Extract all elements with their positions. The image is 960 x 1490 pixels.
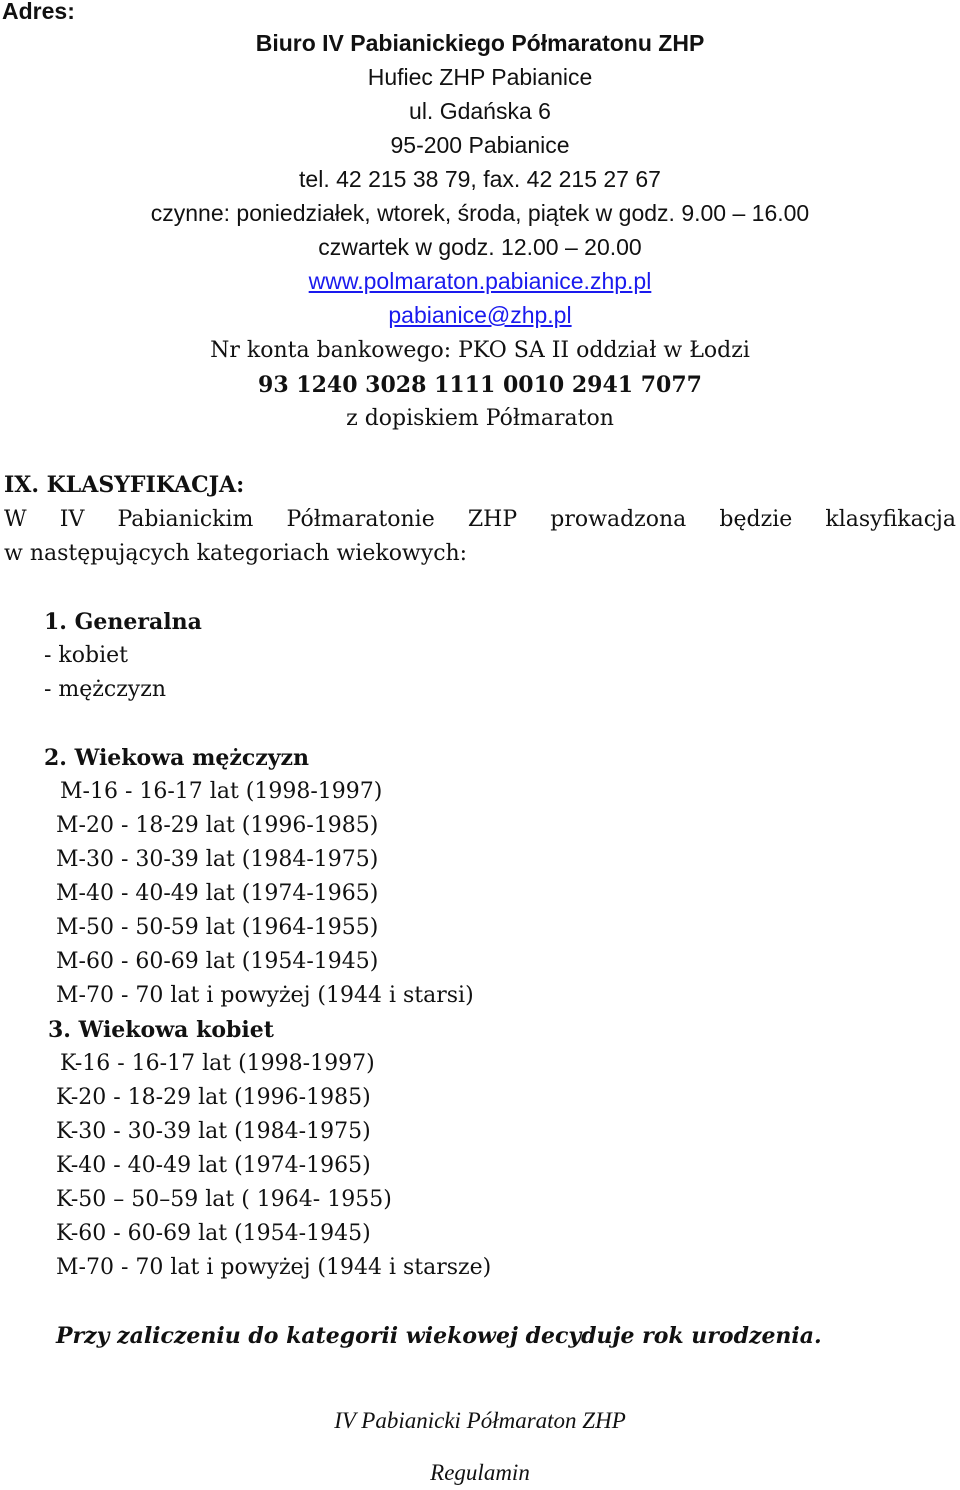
address-heading: Adres: <box>2 0 75 24</box>
email-link[interactable]: pabianice@zhp.pl <box>388 302 572 328</box>
list-item: K-40 - 40-49 lat (1974-1965) <box>56 1153 371 1178</box>
list-item: K-30 - 30-39 lat (1984-1975) <box>56 1119 371 1144</box>
list-item: K-16 - 16-17 lat (1998-1997) <box>60 1051 375 1076</box>
list-item: M-16 - 16-17 lat (1998-1997) <box>60 779 383 804</box>
office-name: Biuro IV Pabianickiego Półmaratonu ZHP <box>255 30 705 56</box>
age-rule-note: Przy zaliczeniu do kategorii wiekowej decyduje rok urodzenia. <box>56 1323 822 1349</box>
list-item: M-70 - 70 lat i powyżej (1944 i starsze) <box>56 1255 492 1280</box>
list-item: K-20 - 18-29 lat (1996-1985) <box>56 1085 371 1110</box>
bank-account-number: 93 1240 3028 1111 0010 2941 7077 <box>258 372 702 398</box>
list-item: M-60 - 60-69 lat (1954-1945) <box>56 949 379 974</box>
city-address: 95-200 Pabianice <box>390 132 570 158</box>
list-item: K-50 – 50–59 lat ( 1964- 1955) <box>56 1187 392 1212</box>
email-link-row <box>0 298 960 332</box>
list-item: M-30 - 30-39 lat (1984-1975) <box>56 847 379 872</box>
general-category-title: 1. Generalna <box>44 609 202 635</box>
footer-event-name: IV Pabianicki Półmaraton ZHP <box>334 1408 626 1433</box>
men-category-title: 2. Wiekowa mężczyzn <box>44 745 309 771</box>
opening-hours-thursday: czwartek w godz. 12.00 – 20.00 <box>318 234 642 260</box>
transfer-note: z dopiskiem Półmaraton <box>346 406 614 431</box>
bank-info: Nr konta bankowego: PKO SA II oddział w Łodzi <box>210 338 750 363</box>
list-item: K-60 - 60-69 lat (1954-1945) <box>56 1221 371 1246</box>
phone-fax: tel. 42 215 38 79, fax. 42 215 27 67 <box>299 166 661 192</box>
opening-hours: czynne: poniedziałek, wtorek, środa, piątek w godz. 9.00 – 16.00 <box>150 200 810 226</box>
section-heading: IX. KLASYFIKACJA: <box>4 472 245 498</box>
list-item: - kobiet <box>44 643 128 668</box>
list-item: - mężczyzn <box>44 677 166 702</box>
list-item: M-50 - 50-59 lat (1964-1955) <box>56 915 379 940</box>
footer-document-name: Regulamin <box>430 1460 530 1485</box>
street-address: ul. Gdańska 6 <box>409 98 551 124</box>
intro-text-line2: w następujących kategoriach wiekowych: <box>4 541 468 566</box>
list-item: M-20 - 18-29 lat (1996-1985) <box>56 813 379 838</box>
intro-text-line1: W IV Pabianickim Półmaratonie ZHP prowadzona będzie klasyfikacja <box>4 507 956 532</box>
list-item: M-40 - 40-49 lat (1974-1965) <box>56 881 379 906</box>
website-link[interactable]: www.polmaraton.pabianice.zhp.pl <box>308 268 652 294</box>
women-category-title: 3. Wiekowa kobiet <box>48 1017 274 1043</box>
list-item: M-70 - 70 lat i powyżej (1944 i starsi) <box>56 983 474 1008</box>
org-name: Hufiec ZHP Pabianice <box>367 64 593 90</box>
website-link-row <box>0 264 960 298</box>
